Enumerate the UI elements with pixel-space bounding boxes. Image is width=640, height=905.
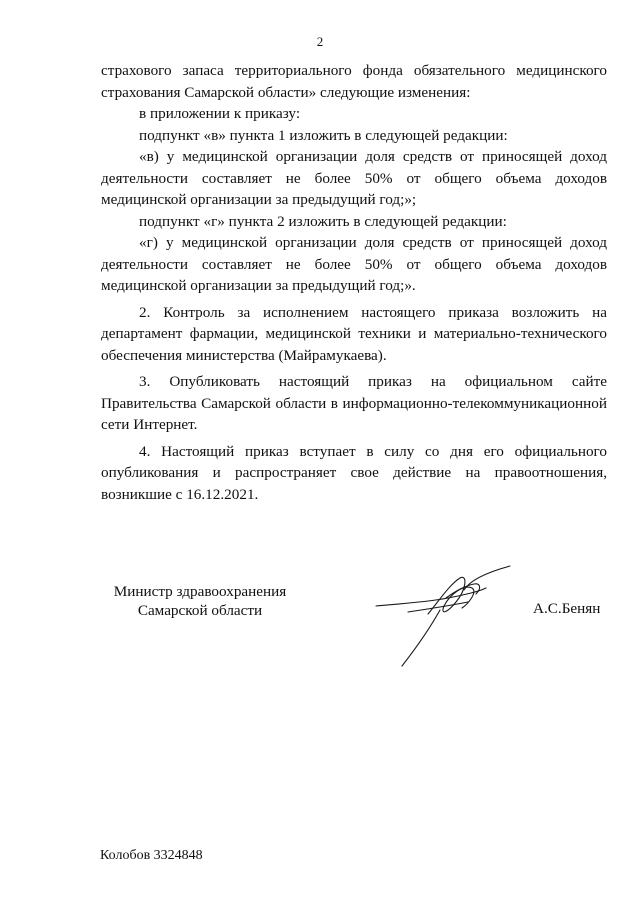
paragraph-intro: страхового запаса территориального фонда обязательного медицинского страхования Самарской области» следующие изменения: — [101, 62, 607, 101]
paragraph-item-4: 4. Настоящий приказ вступает в силу со дня его официального опубликования и распространяет свое действие на правоотношения, возникшие с 16.12.2021. — [101, 442, 607, 503]
paragraph-subpoint-v-heading: подпункт «в» пункта 1 изложить в следующей редакции: — [139, 126, 508, 144]
paragraph-appendix: в приложении к приказу: — [139, 105, 301, 122]
paragraph-subpoint-v-text: «в) у медицинской организации доля средств от приносящей доход деятельности составляет не более 50% от общего объема доходов медицинской организации за предыдущий год;»; — [101, 148, 607, 208]
executor-note: Колобов 3324848 — [100, 848, 203, 863]
document-body — [101, 60, 607, 505]
paragraph-item-3: 3. Опубликовать настоящий приказ на официальном сайте Правительства Самарской области в информационно-телекоммуникационной сети Интернет. — [101, 373, 607, 433]
signatory-title — [100, 582, 300, 620]
paragraph-subpoint-g-text: «г) у медицинской организации доля средств от приносящей доход деятельности составляет не более 50% от общего объема доходов медицинской организации за предыдущий год;». — [101, 234, 607, 294]
paragraph-item-2: 2. Контроль за исполнением настоящего приказа возложить на департамент фармации, медицинской техники и материально-технического обеспечения министерства (Майрамукаева). — [101, 303, 607, 364]
signatory-title-line-2: Самарской области — [137, 602, 263, 619]
page-number: 2 — [316, 34, 324, 49]
signatory-name: А.С.Бенян — [533, 600, 601, 617]
handwritten-signature — [368, 562, 518, 672]
signatory-title-line-1: Министр здравоохранения — [113, 583, 287, 600]
paragraph-subpoint-g-heading: подпункт «г» пункта 2 изложить в следующей редакции: — [139, 212, 507, 230]
